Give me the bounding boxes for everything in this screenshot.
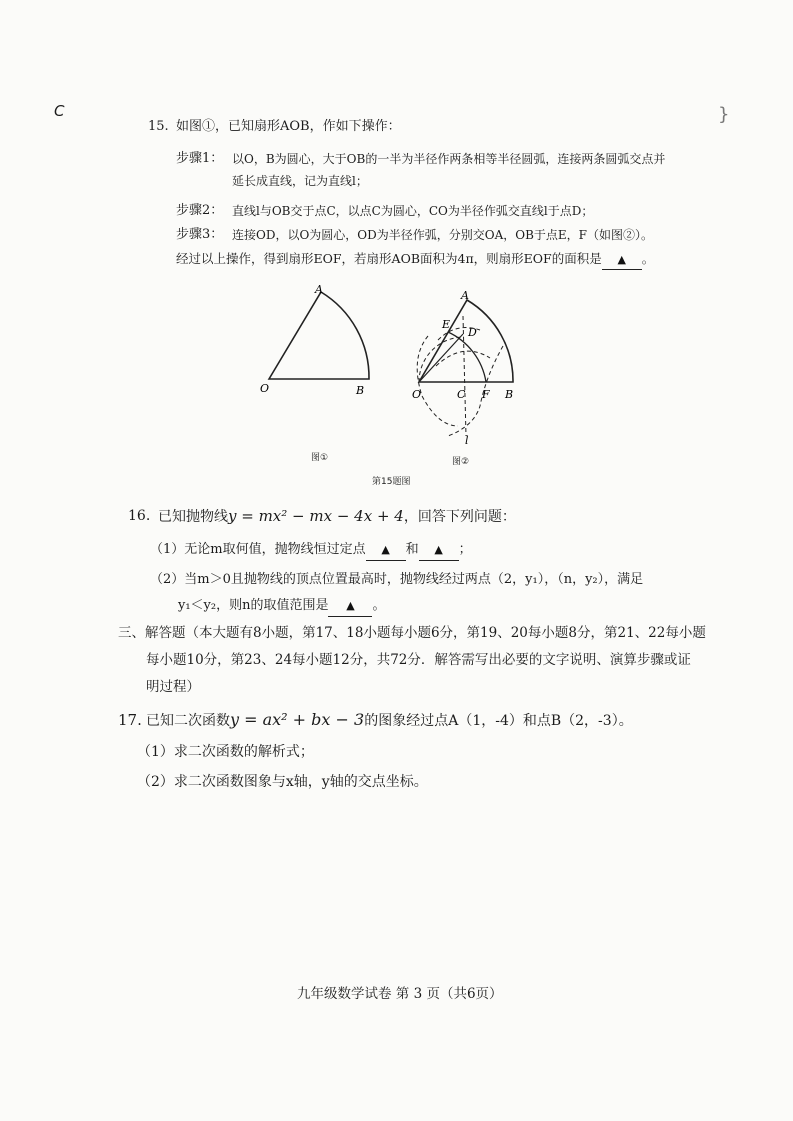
fig1-label-o: O: [260, 382, 270, 395]
dashed-line-l: [463, 316, 466, 436]
corner-mark: C: [54, 102, 65, 120]
section-3-line-3: 明过程）: [146, 679, 200, 695]
triangle-icon: ▲: [434, 543, 443, 556]
q15-conclusion: [176, 250, 654, 270]
q17-number: 17.: [118, 711, 142, 729]
fig1-label-b: B: [356, 384, 365, 397]
fig2-label-a: A: [461, 289, 469, 302]
q17-intro-a: 已知二次函数: [146, 713, 230, 729]
fig2-label-l: l: [465, 434, 469, 446]
q16-part1-text: （1）无论m取何值，抛物线恒过定点: [150, 542, 366, 557]
q15-intro: 如图①，已知扇形AOB，作如下操作：: [176, 119, 401, 134]
q17-part1: （1）求二次函数的解析式；: [137, 744, 314, 760]
figure-2: [408, 286, 526, 446]
q16-part2-end: 。: [372, 598, 386, 613]
q17-intro-b: 的图象经过点A（1，-4）和点B（2，-3）。: [364, 713, 633, 729]
q17-formula: y = ax² + bx − 3: [230, 710, 365, 729]
q16-formula: y = mx² − mx − 4x + 4: [228, 507, 404, 525]
q16-intro-a: 已知抛物线: [158, 509, 228, 525]
q15-step1-label: 步骤1：: [176, 151, 224, 166]
margin-mark: }: [718, 104, 730, 125]
construction-arc-4: [436, 351, 490, 366]
page-footer: 九年级数学试卷 第 3 页（共6页）: [297, 986, 503, 1002]
figure-caption: 第15题图: [372, 477, 411, 487]
q15-step2-label: 步骤2：: [176, 203, 224, 218]
q16-part1: [150, 540, 472, 561]
q15-answer-blank: [602, 250, 642, 270]
triangle-icon: ▲: [346, 599, 355, 612]
triangle-icon: ▲: [617, 253, 626, 266]
q16-part2-line-a: （2）当m＞0且抛物线的顶点位置最高时，抛物线经过两点（2，y₁），（n，y₂），满足: [150, 572, 644, 587]
q16-blank-3: [328, 596, 372, 617]
q17-part2: （2）求二次函数图象与x轴，y轴的交点坐标。: [137, 774, 428, 790]
q17-intro: [146, 710, 633, 731]
q16-number: 16.: [128, 508, 151, 524]
arc-ef: [448, 332, 486, 382]
fig2-label-b: B: [505, 388, 514, 401]
q16-and: 和: [405, 542, 419, 557]
q15-step1-line-a: 以O，B为圆心，大于OB的一半为半径作两条相等半径圆弧，连接两条圆弧交点并: [232, 152, 666, 166]
q16-intro-b: ，回答下列问题：: [403, 509, 516, 525]
q15-step3: 连接OD，以O为圆心，OD为半径作弧，分别交OA，OB于点E，F（如图②）。: [232, 228, 654, 242]
triangle-icon: ▲: [381, 543, 390, 556]
q15-conclusion-text: 经过以上操作，得到扇形EOF，若扇形AOB面积为4π，则扇形EOF的面积是: [176, 251, 602, 266]
q16-blank-2: [419, 540, 459, 561]
section-3-line-1: 三、解答题（本大题有8小题，第17、18小题每小题6分，第19、20每小题8分，第21、22每小题: [118, 625, 706, 641]
q15-step2: 直线l与OB交于点C，以点C为圆心，CO为半径作弧交直线l于点D；: [232, 204, 594, 218]
q16-part2-text: y₁＜y₂，则n的取值范围是: [178, 598, 329, 613]
fig2-caption: 图②: [452, 457, 470, 467]
fig1-label-a: A: [315, 283, 323, 296]
fig2-label-f: F: [482, 388, 490, 401]
q15-step3-label: 步骤3：: [176, 227, 224, 242]
section-3-line-2: 每小题10分，第23、24每小题12分，共72分．解答需写出必要的文字说明、演算步骤或证: [146, 652, 691, 668]
segment-od: [419, 334, 463, 382]
q16-intro: [158, 506, 516, 527]
fig2-label-c: C: [457, 388, 466, 401]
q16-blank-1: [366, 540, 406, 561]
q16-part1-end: ；: [458, 542, 472, 557]
fig1-caption: 图①: [311, 453, 329, 463]
sector-aob: [269, 292, 369, 379]
q16-part2-line-b: [178, 596, 386, 617]
q15-number: 15.: [148, 119, 169, 134]
fig2-label-e: E: [442, 318, 451, 331]
fig2-label-d: D: [468, 326, 477, 339]
figure-1: [255, 282, 385, 402]
sector-aob-2: [419, 300, 513, 382]
q15-end: 。: [641, 251, 655, 266]
fig2-label-o: O: [412, 388, 422, 401]
q15-step1-line-b: 延长成直线，记为直线l；: [232, 174, 368, 188]
